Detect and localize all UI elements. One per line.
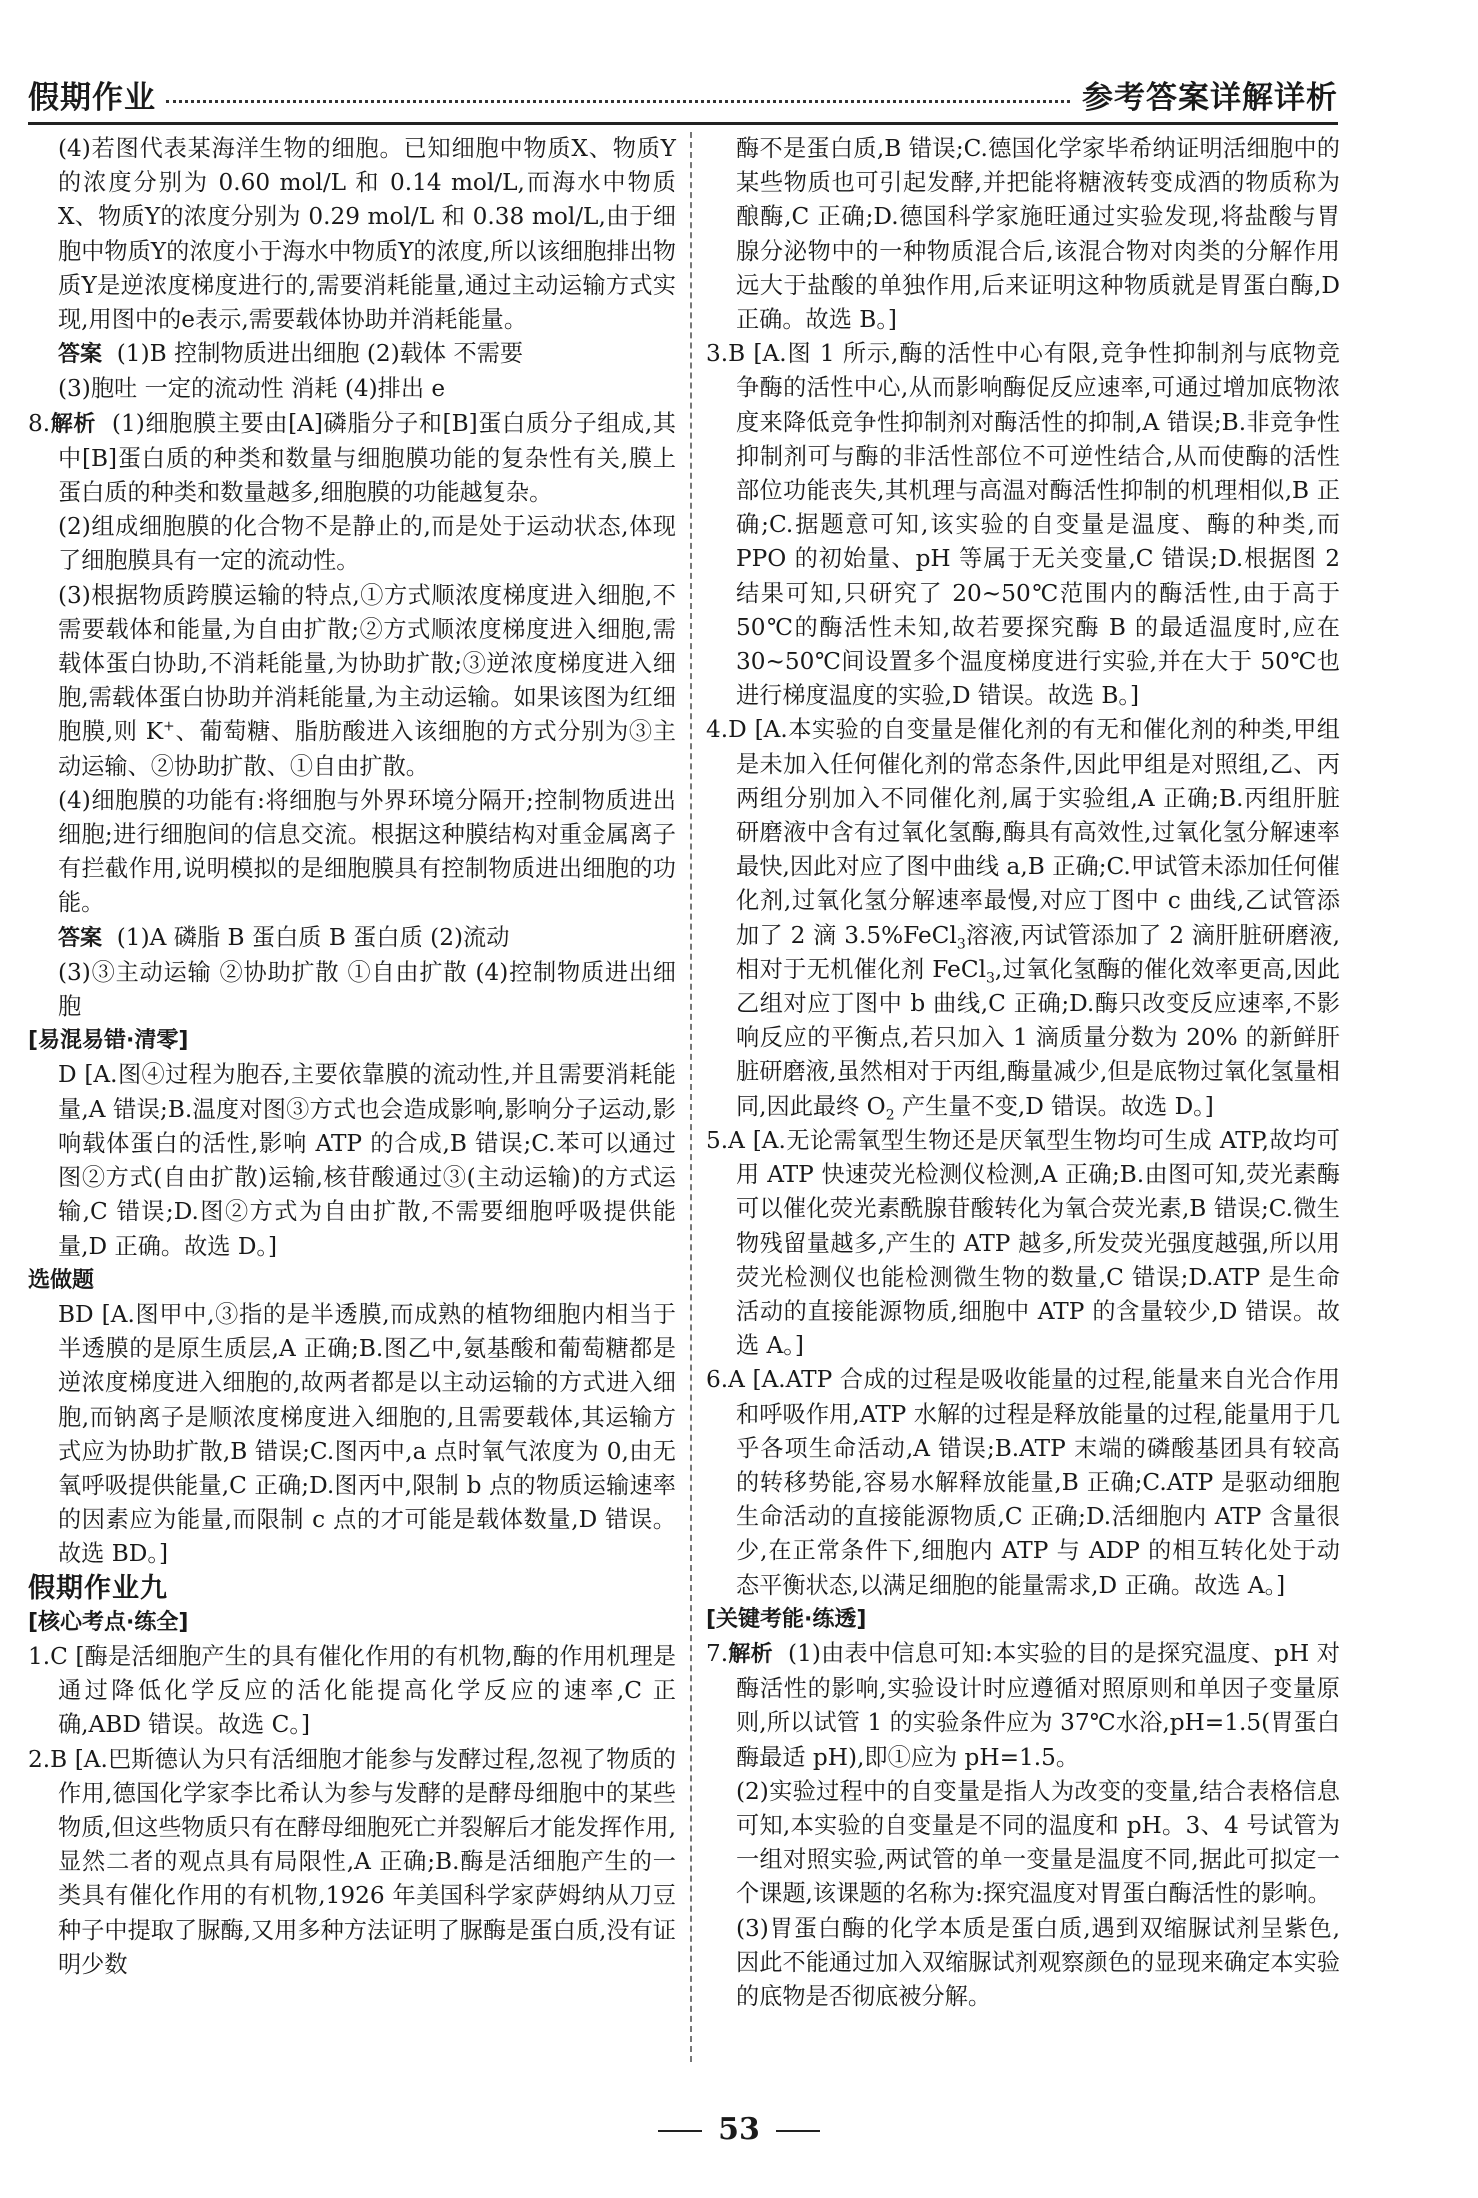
analysis-paragraph: (3)胃蛋白酶的化学本质是蛋白质,遇到双缩脲试剂呈紫色,因此不能通过加入双缩脲试剂观察颜色的显现来确定本实验的底物是否彻底被分解。 <box>736 1914 1340 2010</box>
question-answer: D [A.本实验的自变量是催化剂的有无和催化剂的种类,甲组是未加入任何催化剂的常态条件,因此甲组是对照组,乙、丙两组分别加入不同催化剂,属于实验组,A 正确;B.丙组肝脏研磨液中含有过氧化氢酶,酶具有高效性,过氧化氢分解速率最快,因此对应了图中曲线 a,B 正确;C.甲试管未添加任何催化剂,过氧化氢分解速率最慢,对应丁图中 c 曲线,乙试管添加了 2 滴 3.5%FeCl <box>728 716 1340 949</box>
question-2-continued: 酶不是蛋白质,B 错误;C.德国化学家毕希纳证明活细胞中的某些物质也可引起发酵,并把能将糖液转变成酒的物质称为酿酶,C 正确;D.德国科学家施旺通过实验发现,将盐酸与胃腺分泌物中的一种物质混合后,该混合物对肉类的分解作用远大于盐酸的单独作用,后来证明这种物质就是胃蛋白酶,D 正确。故选 B。] <box>736 135 1340 334</box>
section-heading-key: [关键考能·练透] <box>706 1606 867 1632</box>
subscript: 3 <box>986 970 995 987</box>
question-number: 5. <box>706 1126 729 1154</box>
analysis-text: (1)由表中信息可知:本实验的目的是探究温度、pH 对酶活性的影响,实验设计时应遵循对照原则和单因子变量原则,所以试管 1 的实验条件应为 37℃水浴,pH=1.5(胃蛋白酶最适 pH),即①应为 pH=1.5。 <box>736 1639 1340 1771</box>
header-dotted-leader <box>166 100 1070 103</box>
question-4 <box>706 713 1340 1123</box>
subscript: 2 <box>885 1107 895 1124</box>
page-number-dash-right <box>776 2130 820 2132</box>
answer-paragraph: (4)若图代表某海洋生物的细胞。已知细胞中物质X、物质Y的浓度分别为 0.60 mol/L 和 0.14 mol/L,而海水中物质X、物质Y的浓度分别为 0.29 mol/L 和 0.38 mol/L,由于细胞中物质Y的浓度小于海水中物质Y的浓度,所以该细胞排出物质Y是逆浓度梯度进行的,需要消耗能量,通过主动运输方式实现,用图中的e表示,需要载体协助并消耗能量。 <box>58 135 676 334</box>
question-answer: A [A.ATP 合成的过程是吸收能量的过程,能量来自光合作用和呼吸作用,ATP 水解的过程是释放能量的过程,能量用于几乎各项生命活动,A 错误;B.ATP 末端的磷酸基团具有较高的转移势能,容易水解释放能量,B 正确;C.ATP 是驱动细胞生命活动的直接能源物质,C 正确;D.活细胞内 ATP 含量很少,在正常条件下,细胞内 ATP 与 ADP 的相互转化处于动态平衡状态,以满足细胞的能量需求,D 正确。故选 A。] <box>728 1366 1340 1599</box>
section-heading-optional: 选做题 <box>28 1267 95 1293</box>
column-divider <box>690 132 692 2062</box>
question-answer: 溶液,丙试管添加了 2 滴肝脏研磨液,相对于无机催化剂 FeCl <box>736 921 1340 983</box>
question-2 <box>28 1743 676 1982</box>
question-7 <box>706 1637 1340 1775</box>
question-number: 7. <box>706 1639 729 1667</box>
answer-block <box>28 337 676 372</box>
analysis-label: 解析 <box>728 1641 773 1667</box>
page-header <box>28 68 1338 124</box>
analysis-paragraph <box>28 579 676 784</box>
analysis-paragraph: (4)细胞膜的功能有:将细胞与外界环境分隔开;控制物质进出细胞;进行细胞间的信息交流。根据这种膜结构对重金属离子有拦截作用,说明模拟的是细胞膜具有控制物质进出细胞的功能。 <box>58 786 676 917</box>
page-number-value: 53 <box>718 2112 760 2147</box>
header-title-right: 参考答案详解详析 <box>1082 80 1338 116</box>
question-answer: C [酶是活细胞产生的具有催化作用的有机物,酶的作用机理是通过降低化学反应的活化能提高化学反应的速率,C 正确,ABD 错误。故选 C。] <box>50 1642 676 1739</box>
question-5 <box>706 1124 1340 1363</box>
question-answer: B [A.巴斯德认为只有活细胞才能参与发酵过程,忽视了物质的作用,德国化学家李比希认为参与发酵的是酵母细胞中的某些物质,但这些物质只有在酵母细胞死亡并裂解后才能发挥作用,显然二者的观点具有局限性,A 正确;B.酶是活细胞产生的一类具有催化作用的有机物,1926 年美国科学家萨姆纳从刀豆种子中提取了脲酶,又用多种方法证明了脲酶是蛋白质,没有证明少数 <box>50 1745 676 1978</box>
answer-text-line: (3)③主动运输 ②协助扩散 ①自由扩散 (4)控制物质进出细胞 <box>58 958 676 1021</box>
answer-label: 答案 <box>58 342 103 368</box>
left-column <box>28 132 676 1982</box>
answer-text: (1)A 磷脂 B 蛋白质 B 蛋白质 (2)流动 <box>116 923 510 951</box>
analysis-paragraph: (2)实验过程中的自变量是指人为改变的变量,结合表格信息可知,本实验的自变量是不同的温度和 pH。3、4 号试管为一组对照实验,两试管的单一变量是温度不同,据此可拟定一个课题,该课题的名称为:探究温度对胃蛋白酶活性的影响。 <box>736 1777 1340 1908</box>
header-rule <box>28 122 1338 125</box>
answer-label: 答案 <box>58 925 103 951</box>
optional-answer: BD [A.图甲中,③指的是半透膜,而成熟的植物细胞内相当于半透膜的是原生质层,A 正确;B.图乙中,氨基酸和葡萄糖都是逆浓度梯度进入细胞的,故两者都是以主动运输的方式进入细胞,而钠离子是顺浓度梯度进入细胞的,且需要载体,其运输方式应为协助扩散,B 错误;C.图丙中,a 点时氧气浓度为 0,由无氧呼吸提供能量,C 正确;D.图丙中,限制 b 点的物质运输速率的因素应为能量,而限制 c 点的才可能是载体数量,D 错误。故选 BD。] <box>58 1300 676 1568</box>
analysis-text: (3)根据物质跨膜运输的特点,①方式顺浓度梯度进入细胞,不需要载体和能量,为自由扩散;②方式顺浓度梯度进入细胞,需载体蛋白协助,不消耗能量,为协助扩散;③逆浓度梯度进入细胞,需载体蛋白协助并消耗能量,为主动运输。如果该图为红细胞膜,则 K <box>58 581 676 746</box>
answer-text-line: (3)胞吐 一定的流动性 消耗 (4)排出 e <box>58 375 446 403</box>
header-title-left: 假期作业 <box>28 80 156 116</box>
analysis-text: (1)细胞膜主要由[A]磷脂分子和[B]蛋白质分子组成,其中[B]蛋白质的种类和数量与细胞膜功能的复杂性有关,膜上蛋白质的种类和数量越多,细胞膜的功能越复杂。 <box>58 409 676 507</box>
question-number: 3. <box>706 340 729 368</box>
question-6 <box>706 1363 1340 1602</box>
section-heading-core: [核心考点·练全] <box>28 1609 189 1635</box>
question-number: 2. <box>28 1745 51 1773</box>
question-answer: ,过氧化氢酶的催化效率更高,因此乙组对应丁图中 b 曲线,C 正确;D.酶只改变反应速率,不影响反应的平衡点,若只加入 1 滴质量分数为 20% 的新鲜肝脏研磨液,虽然相对于丙组,酶量减少,但是底物过氧化氢量相同,因此最终 O <box>736 955 1340 1120</box>
subscript: 3 <box>956 936 966 953</box>
answer-block <box>28 921 676 956</box>
question-answer: 产生量不变,D 错误。故选 D。] <box>894 1092 1214 1120</box>
question-number: 6. <box>706 1366 729 1394</box>
superscript: + <box>163 718 175 735</box>
confuse-answer: D [A.图④过程为胞吞,主要依靠膜的流动性,并且需要消耗能量,A 错误;B.温度对图③方式也会造成影响,影响分子运动,影响载体蛋白的活性,影响 ATP 的合成,B 错误;C.苯可以通过图②方式(自由扩散)运输,核苷酸通过③(主动运输)的方式运输,C 错误;D.图②方式为自由扩散,不需要细胞呼吸提供能量,D 正确。故选 D。] <box>58 1061 676 1260</box>
page-number-dash-left <box>658 2130 702 2132</box>
answer-text: (1)B 控制物质进出细胞 (2)载体 不需要 <box>116 340 524 368</box>
section-heading-confuse: [易混易错·清零] <box>28 1028 189 1054</box>
question-8 <box>28 407 676 511</box>
right-column <box>706 132 1340 2014</box>
question-number: 8. <box>28 409 51 437</box>
question-answer: A [A.无论需氧型生物还是厌氧型生物均可生成 ATP,故均可用 ATP 快速荧光检测仪检测,A 正确;B.由图可知,荧光素酶可以催化荧光素酰腺苷酸转化为氧合荧光素,B 错误;C.微生物残留量越多,产生的 ATP 越多,所发荧光强度越强,所以用荧光检测仪也能检测微生物的数量,C 错误;D.ATP 是生命活动的直接能源物质,细胞中 ATP 的含量较少,D 错误。故选 A。] <box>728 1126 1340 1360</box>
question-number: 1. <box>28 1642 51 1670</box>
question-3 <box>706 337 1340 713</box>
chapter-title: 假期作业九 <box>28 1572 168 1604</box>
question-answer: B [A.图 1 所示,酶的活性中心有限,竞争性抑制剂与底物竞争酶的活性中心,从而影响酶促反应速率,可通过增加底物浓度来降低竞争性抑制剂对酶活性的抑制,A 错误;B.非竞争性抑制剂可与酶的非活性部位不可逆性结合,从而使酶的活性部位功能丧失,其机理与高温对酶活性抑制的机理相似,B 正确;C.据题意可知,该实验的自变量是温度、酶的种类,而 PPO 的初始量、pH 等属于无关变量,C 错误;D.根据图 2 结果可知,只研究了 20~50℃范围内的酶活性,由于高于 50℃的酶活性未知,故若要探究酶 B 的最适温度时,应在 30~50℃间设置多个温度梯度进行实验,并在大于 50℃也进行梯度温度的实验,D 错误。故选 B。] <box>728 340 1340 710</box>
page-number <box>0 2112 1478 2147</box>
analysis-paragraph: (2)组成细胞膜的化合物不是静止的,而是处于运动状态,体现了细胞膜具有一定的流动性。 <box>58 513 676 575</box>
question-number: 4. <box>706 716 729 744</box>
question-1 <box>28 1640 676 1743</box>
analysis-label: 解析 <box>50 411 96 437</box>
analysis-text: 、葡萄糖、脂肪酸进入该细胞的方式分别为③主动运输、②协助扩散、①自由扩散。 <box>58 718 676 780</box>
